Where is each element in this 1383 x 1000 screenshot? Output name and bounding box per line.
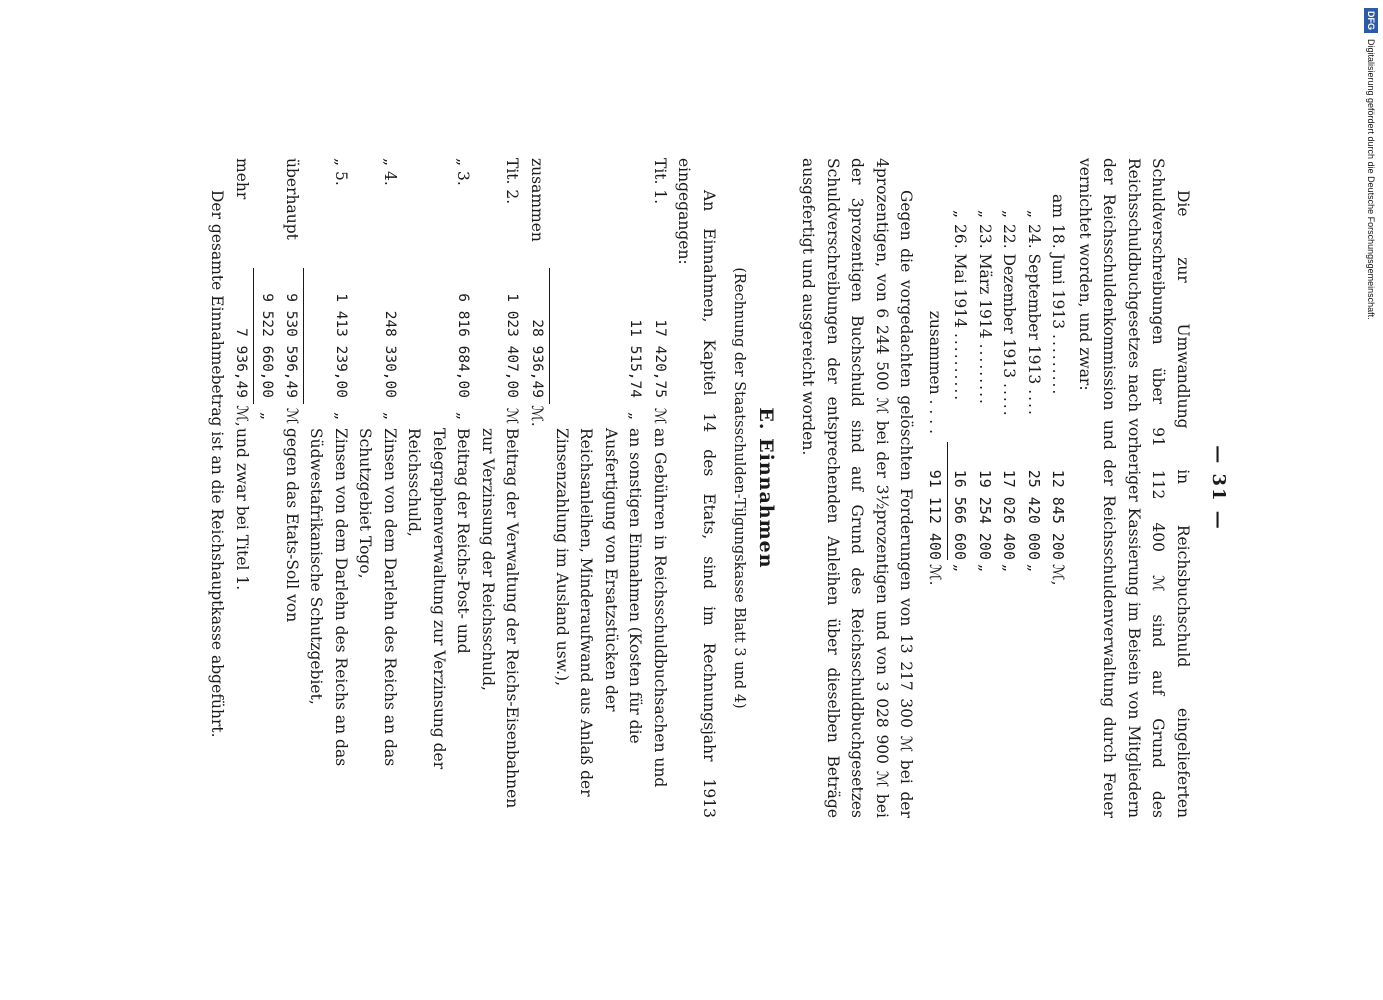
receipts-amount: 1 413 239,00 xyxy=(333,293,349,398)
dfg-logo: DFG xyxy=(1364,8,1378,33)
receipts-row xyxy=(254,158,279,818)
receipts-amount: 1 023 407,00 xyxy=(504,293,521,398)
receipts-label: „ 5. xyxy=(332,158,350,186)
total-spacer xyxy=(923,158,948,224)
destruction-unit: „ xyxy=(1000,564,1019,573)
receipts-unit: ℳ. xyxy=(528,405,547,427)
page-text xyxy=(205,158,1234,818)
destruction-amount: 19 254 200 xyxy=(976,469,994,560)
destruction-prefix: am xyxy=(1049,194,1068,218)
destruction-date: 18. Juni 1913 ......... xyxy=(1049,224,1068,397)
receipts-unit: ℳ xyxy=(283,407,301,425)
receipts-text: gegen das Etats-Soll von xyxy=(283,428,301,623)
destruction-prefix: „ xyxy=(1025,209,1043,218)
receipts-text xyxy=(525,428,550,818)
destruction-amount: 12 845 200 xyxy=(1049,469,1068,560)
receipts-amount: 17 420,75 xyxy=(652,319,668,398)
receipts-row xyxy=(353,158,402,818)
receipts-row xyxy=(304,158,353,818)
dot-leader: ......... xyxy=(976,343,994,406)
receipts-label: mehr xyxy=(233,158,251,200)
receipts-label xyxy=(254,158,279,268)
destruction-total-label: zusammen . . . . xyxy=(926,310,945,434)
receipts-text xyxy=(254,428,279,818)
receipts-amount: 9 522 660,00 xyxy=(259,293,275,398)
receipts-amount: 11 515,74 xyxy=(627,319,644,398)
receipts-unit: „ xyxy=(626,411,645,421)
destruction-prefix: „ xyxy=(976,209,994,218)
receipts-text: Zinsen von dem Darlehn des Reichs an das Südwestafrikanische Schutzgebiet, xyxy=(307,428,350,767)
receipts-unit: ℳ, xyxy=(233,405,251,427)
destruction-total-amount: 91 112 400 xyxy=(923,442,948,560)
destruction-prefix: „ xyxy=(1000,209,1019,218)
receipts-text: Zinsen von dem Darlehn des Reichs an das Schutzgebiet Togo, xyxy=(356,428,399,767)
receipts-amount: 6 816 684,00 xyxy=(455,293,472,398)
receipts-text: und zwar bei Titel 1. xyxy=(233,428,251,591)
destruction-prefix: „ xyxy=(951,209,970,218)
receipts-amount: 248 330,00 xyxy=(382,310,398,398)
destruction-unit: ℳ, xyxy=(1049,564,1068,586)
receipts-unit: „ xyxy=(332,411,350,421)
receipts-label: Tit. 1. xyxy=(651,158,669,205)
receipts-text: Beitrag der Reichs-Post- und Telegraphenverwaltung zur Verzinsung der Reichsschuld, xyxy=(405,428,473,770)
dfg-sidenote xyxy=(1364,8,1378,428)
dot-leader: ......... xyxy=(1049,334,1068,397)
dot-leader: .... xyxy=(1025,389,1043,417)
receipts-footer: Der gesamte Einnahmebetrag ist an die Reichshauptkasse abgeführt. xyxy=(208,190,226,738)
section-heading: E. Einnahmen xyxy=(755,407,777,569)
intro-paragraph: Die zur Umwandlung in Reichsbuchschuld eingelieferten Schuldverschreibungen über 91 112 400 ℳ sind auf Grund des Reichsschuldbuchgesetzes nach vorheriger Kassierung im Beisein von Mitgliedern der Reichsschuldenkommission und der Reichsschuldenverwaltung durch Feuer vernichtet worden, und zwar: xyxy=(1076,158,1192,818)
destruction-amount: 17 026 400 xyxy=(1000,469,1019,560)
receipts-label: „ 4. xyxy=(381,158,399,186)
receipts-unit: „ xyxy=(381,411,399,421)
receipts-amount: 28 936,49 xyxy=(525,268,550,404)
receipts-unit: ℳ xyxy=(503,407,522,425)
receipts-text: an Gebühren in Reichsschuldbuchsachen und xyxy=(651,428,669,788)
destruction-row xyxy=(973,158,998,604)
destruction-row xyxy=(948,158,973,604)
destruction-unit: „ xyxy=(951,564,970,573)
receipts-row xyxy=(648,158,673,818)
dot-leader: ..... xyxy=(1000,383,1019,418)
destruction-date: 24. September 1913 .... xyxy=(1025,224,1043,417)
receipts-text: an sonstigen Einnahmen (Kosten für die Ausfertigung von Ersatzstücken der Reichsanleihen, Minderaufwand aus Anlaß der Zinsenzahlung im Ausland usw.), xyxy=(553,428,645,797)
receipts-text: Beitrag der Verwaltung der Reichs-Eisenbahnen zur Verzinsung der Reichsschuld, xyxy=(479,428,522,809)
destruction-date: 26. Mai 1914 .......... xyxy=(951,224,970,403)
destruction-unit: „ xyxy=(976,564,994,573)
receipts-amount: 9 530 596,49 xyxy=(279,268,304,404)
dfg-sidenote-text: Digitalisierung gefördert durch die Deutsche Forschungsgemeinschaft. xyxy=(1366,39,1376,320)
destruction-row xyxy=(997,158,1022,604)
receipts-row xyxy=(476,158,525,818)
receipts-unit: ℳ xyxy=(651,407,669,425)
receipts-label: zusammen xyxy=(528,158,547,242)
receipts-unit: „ xyxy=(454,411,473,421)
destruction-total-unit: ℳ. xyxy=(926,564,945,586)
destruction-row xyxy=(1046,158,1071,604)
receipts-label xyxy=(550,158,648,268)
destruction-amount: 25 420 000 xyxy=(1025,469,1043,560)
receipts-label: „ 3. xyxy=(454,158,473,186)
destruction-date: 23. März 1914 ......... xyxy=(976,224,994,406)
destruction-total-row xyxy=(923,158,948,604)
receipts-row xyxy=(279,158,304,818)
receipts-row xyxy=(402,158,476,818)
receipts-intro: An Einnahmen, Kapitel 14 des Etats, sind im Rechnungsjahr 1913 eingegangen: xyxy=(675,158,718,818)
section-subtitle: (Rechnung der Staatsschulden-Tilgungskasse Blatt 3 und 4) xyxy=(731,267,748,709)
destruction-unit: „ xyxy=(1025,564,1043,573)
dot-leader: .......... xyxy=(951,332,970,403)
destruction-amount: 16 566 600 xyxy=(951,469,970,560)
receipts-unit: „ xyxy=(258,411,276,421)
receipts-row xyxy=(525,158,550,818)
receipts-label: Tit. 2. xyxy=(503,158,522,205)
receipts-row xyxy=(229,158,254,818)
receipts-row xyxy=(550,158,648,818)
destruction-date: 22. Dezember 1913 ..... xyxy=(1000,224,1019,418)
destruction-row xyxy=(1022,158,1047,604)
forderungen-paragraph: Gegen die vorgedachten gelöschten Forderungen von 13 217 300 ℳ bei der 4prozentigen, von 6 244 500 ℳ bei der 3½prozentigen und von 3 028 900 ℳ bei der 3prozentigen Buchschuld sind auf Grund des Reichsschuldbuchgesetzes Schuldverschreibungen der entsprechenden Anleihen über dieselben Beträge ausgefertigt und ausgereicht worden. xyxy=(799,158,916,818)
page-number: — 31 — xyxy=(1208,445,1229,531)
receipts-table xyxy=(229,158,672,818)
receipts-amount: 7 936,49 xyxy=(229,268,254,404)
receipts-label: überhaupt xyxy=(283,158,301,240)
destruction-dates-table xyxy=(923,158,1071,604)
